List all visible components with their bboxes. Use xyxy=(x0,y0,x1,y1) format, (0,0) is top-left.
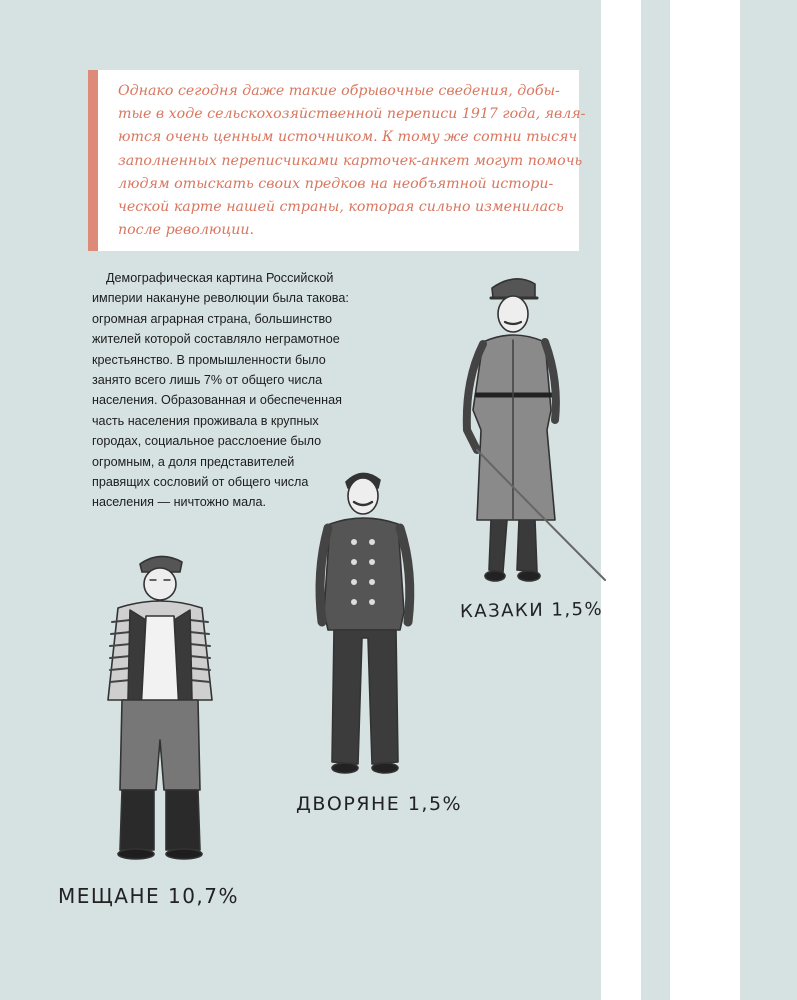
quote-box xyxy=(88,70,586,251)
quote-accent-bar xyxy=(88,70,98,251)
decorative-stripe-right xyxy=(670,0,740,1000)
quote-line: заполненных переписчиками карточек-анкет могут помочь xyxy=(118,152,583,169)
townsman-drawing-icon xyxy=(100,550,225,880)
quote-line: после революции. xyxy=(118,222,255,239)
body-line: занято всего лишь 7% от общего числа xyxy=(92,373,323,388)
body-line: жителей которой составляло неграмотное xyxy=(92,332,340,347)
quote-line: Однако сегодня даже такие обрывочные сведения, добы- xyxy=(118,83,560,99)
body-line: огромным, а доля представителей xyxy=(92,454,295,469)
body-line: населения. Образованная и обеспеченная xyxy=(92,393,342,408)
quote-line: людям отыскать своих предков на необъятной истори- xyxy=(118,175,554,192)
body-line: империи накануне революции была такова: xyxy=(92,291,349,306)
quote-text xyxy=(118,80,586,242)
body-line: Демографическая картина Российской xyxy=(106,271,334,285)
caption-kazaki: КАЗАКИ 1,5% xyxy=(459,598,604,623)
body-line: городах, социальное расслоение было xyxy=(92,434,322,449)
body-line: часть населения проживала в крупных xyxy=(92,413,319,428)
body-line: крестьянство. В промышленности было xyxy=(92,352,326,367)
nobleman-drawing-icon xyxy=(312,462,422,782)
quote-line: тые в ходе сельскохозяйственной переписи 1917 года, явля- xyxy=(118,106,586,123)
cossack-drawing-icon xyxy=(455,270,615,600)
quote-line: ческой карте нашей страны, которая сильно изменилась xyxy=(118,199,564,216)
body-line: населения — ничтожно мала. xyxy=(92,495,267,510)
caption-meshchane: МЕЩАНЕ 10,7% xyxy=(58,884,240,908)
body-line: правящих сословий от общего числа xyxy=(92,475,309,490)
caption-dvoryane: ДВОРЯНЕ 1,5% xyxy=(296,793,463,815)
body-line: огромная аграрная страна, большинство xyxy=(92,311,333,326)
quote-line: ются очень ценным источником. К тому же сотни тысяч xyxy=(118,129,578,146)
